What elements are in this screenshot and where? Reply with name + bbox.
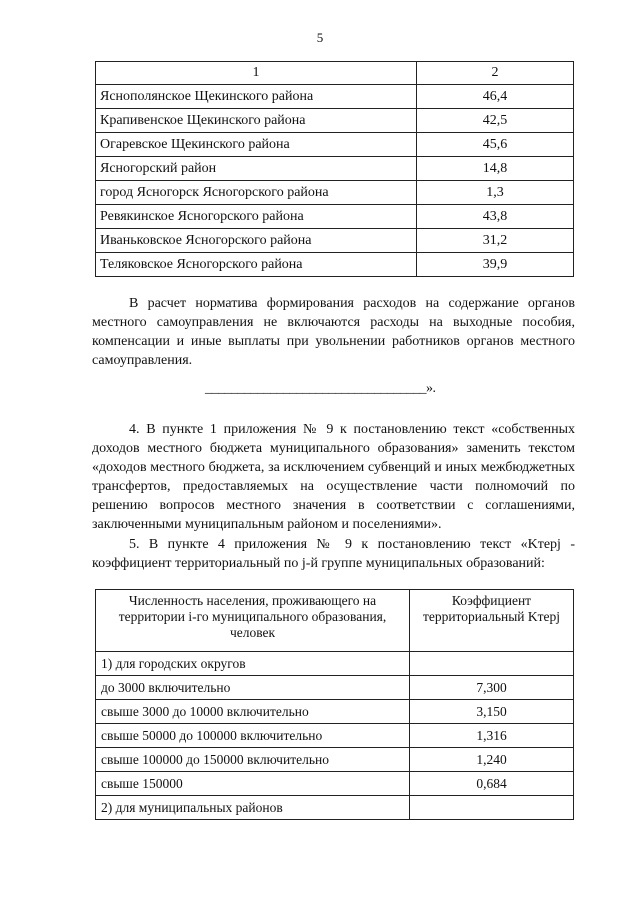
row-label-cell: свыше 150000 (96, 772, 410, 796)
row-label-cell: Ревякинское Ясногорского района (96, 205, 417, 229)
paragraph-item-4 (92, 421, 575, 534)
header-cell: Численность населения, проживающего на территории i-го муниципального образования, человек (96, 590, 410, 652)
table-row (96, 253, 574, 277)
row-value-cell: 1,3 (417, 181, 574, 205)
table-row (96, 229, 574, 253)
row-label-cell: Крапивенское Щекинского района (96, 109, 417, 133)
table-header-row (96, 590, 574, 652)
row-value-cell: 7,300 (410, 676, 574, 700)
row-label-cell: свыше 100000 до 150000 включительно (96, 748, 410, 772)
row-label-cell: Яснополянское Щекинского района (96, 85, 417, 109)
table-row (96, 748, 574, 772)
page-number: 5 (316, 30, 324, 45)
table-row (96, 133, 574, 157)
row-label-cell: Теляковское Ясногорского района (96, 253, 417, 277)
header-cell: 1 (96, 62, 417, 85)
row-value-cell: 31,2 (417, 229, 574, 253)
row-label-cell: 1) для городских округов (96, 652, 410, 676)
row-value-cell: 1,316 (410, 724, 574, 748)
row-value-cell: 42,5 (417, 109, 574, 133)
table-row (96, 85, 574, 109)
row-label-cell: свыше 3000 до 10000 включительно (96, 700, 410, 724)
table-row (96, 181, 574, 205)
row-value-cell (410, 652, 574, 676)
row-value-cell: 39,9 (417, 253, 574, 277)
table-row (96, 724, 574, 748)
row-value-cell: 3,150 (410, 700, 574, 724)
row-value-cell: 1,240 (410, 748, 574, 772)
row-value-cell: 0,684 (410, 772, 574, 796)
row-value-cell: 43,8 (417, 205, 574, 229)
table-row (96, 157, 574, 181)
paragraph-text: В расчет норматива формирования расходов на содержание органов местного самоуправления не включаются расходы на выходные пособия, компенсации и иные выплаты при увольнении работников органов местного самоуправления. (92, 296, 575, 368)
row-label-cell: Ясногорский район (96, 157, 417, 181)
table-row (96, 205, 574, 229)
row-label-cell: свыше 50000 до 100000 включительно (96, 724, 410, 748)
row-value-cell: 14,8 (417, 157, 574, 181)
closing-line: __________________________________». (205, 381, 436, 396)
table-header-row (96, 62, 574, 85)
paragraph-expenses-note (92, 295, 575, 371)
territorial-coefficient-table (95, 589, 574, 820)
table-row (96, 676, 574, 700)
row-value-cell: 46,4 (417, 85, 574, 109)
row-value-cell: 45,6 (417, 133, 574, 157)
table-row (96, 109, 574, 133)
table-row (96, 700, 574, 724)
coefficients-table-1 (95, 61, 574, 277)
paragraph-item-5 (92, 536, 575, 574)
row-label-cell: Иваньковское Ясногорского района (96, 229, 417, 253)
row-label-cell: город Ясногорск Ясногорского района (96, 181, 417, 205)
paragraph-text: 4. В пункте 1 приложения № 9 к постановлению текст «собственных доходов местного бюджета муниципального образования» заменить текстом «доходов местного бюджета, за исключением субвенций и иных межбюджетных трансфертов, предоставляемых на осуществление части полномочий по решению вопросов местного значения в соответствии с соглашениями, заключенными муниципальным районом и поселениями». (92, 422, 575, 532)
row-label-cell: Огаревское Щекинского района (96, 133, 417, 157)
row-label-cell: до 3000 включительно (96, 676, 410, 700)
row-label-cell: 2) для муниципальных районов (96, 796, 410, 820)
table-row (96, 772, 574, 796)
table-row (96, 652, 574, 676)
header-cell: 2 (417, 62, 574, 85)
row-value-cell (410, 796, 574, 820)
paragraph-text: 5. В пункте 4 приложения № 9 к постановлению текст «Kтерj - коэффициент территориальный по j-й группе муниципальных образований: (92, 537, 575, 571)
header-cell: Коэффициент территориальный Kтерj (410, 590, 574, 652)
table-row (96, 796, 574, 820)
